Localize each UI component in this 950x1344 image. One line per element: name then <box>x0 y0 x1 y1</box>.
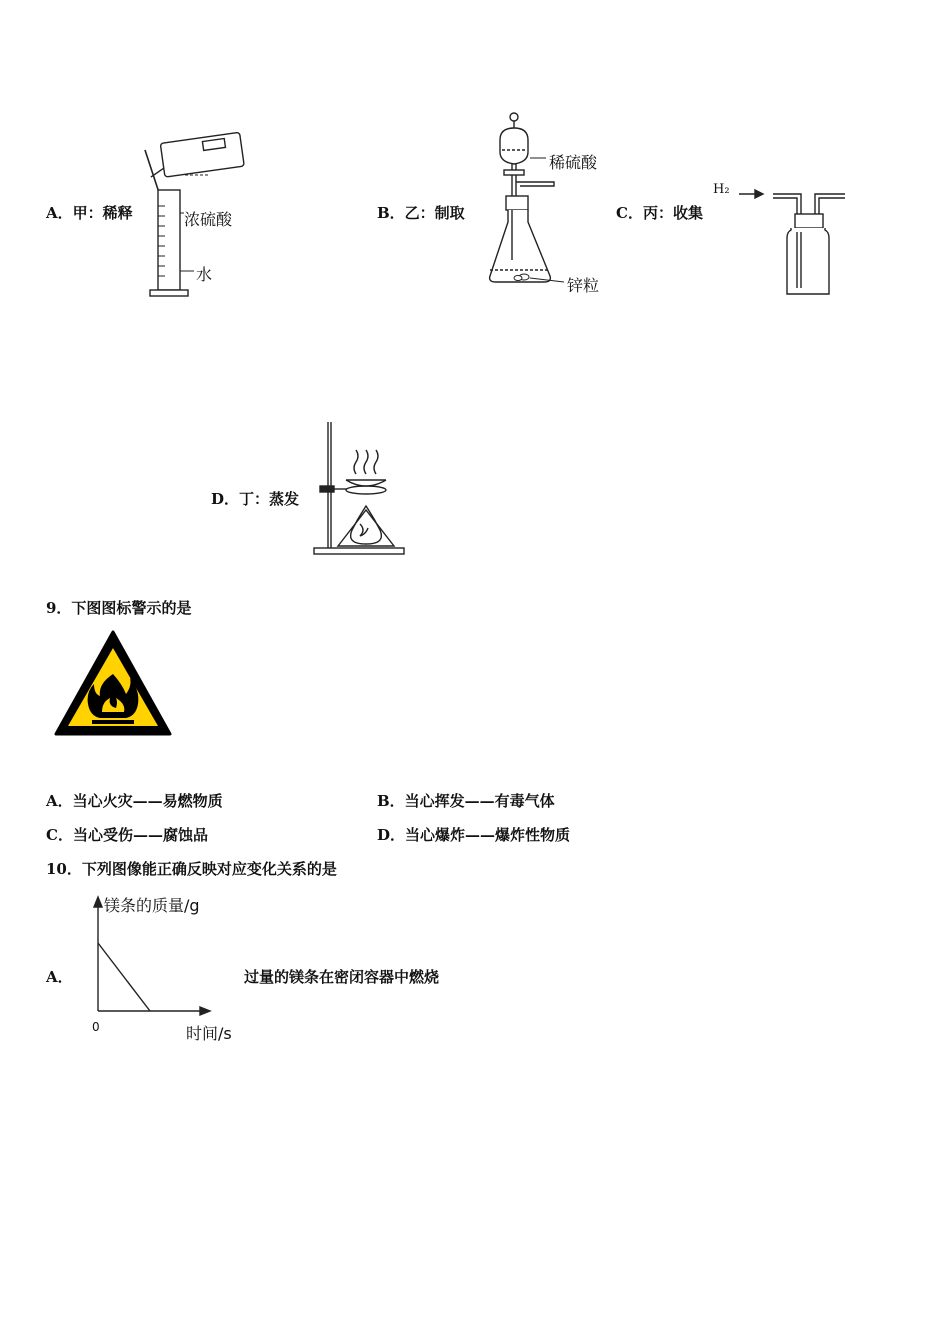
question-10-stem: 10．下列图像能正确反映对应变化关系的是 <box>46 860 337 878</box>
option-b-label: B．乙：制取 <box>377 204 465 222</box>
q10-option-a-letter: A． <box>46 968 73 986</box>
question-9-stem: 9．下图图标警示的是 <box>46 599 192 617</box>
graph-xlabel: 时间/s <box>186 1024 232 1043</box>
q9-option-c: C．当心受伤——腐蚀品 <box>46 826 208 844</box>
graph-origin: 0 <box>92 1020 100 1034</box>
option-c-label: C．丙：收集 <box>616 204 703 222</box>
q9-option-a: A．当心火灾——易燃物质 <box>46 792 223 810</box>
option-a-label: A．甲：稀释 <box>46 204 133 222</box>
label-zinc: 锌粒 <box>567 276 600 295</box>
q10-option-a-text: 过量的镁条在密闭容器中燃烧 <box>244 968 440 986</box>
q9-option-d: D．当心爆炸——爆炸性物质 <box>377 826 571 844</box>
figure-evaporation <box>312 420 412 558</box>
graph-ylabel: 镁条的质量/g <box>104 896 200 915</box>
option-d-label: D．丁：蒸发 <box>211 490 300 508</box>
figure-gas-collection <box>733 180 848 300</box>
flammable-warning-sign <box>52 628 174 738</box>
label-dilute-acid: 稀硫酸 <box>549 153 598 172</box>
figure-gas-generation <box>484 110 574 292</box>
label-h2: H₂ <box>713 182 730 197</box>
label-water: 水 <box>196 265 213 284</box>
q9-option-b: B．当心挥发——有毒气体 <box>377 792 555 810</box>
label-conc-acid: 浓硫酸 <box>184 210 233 229</box>
